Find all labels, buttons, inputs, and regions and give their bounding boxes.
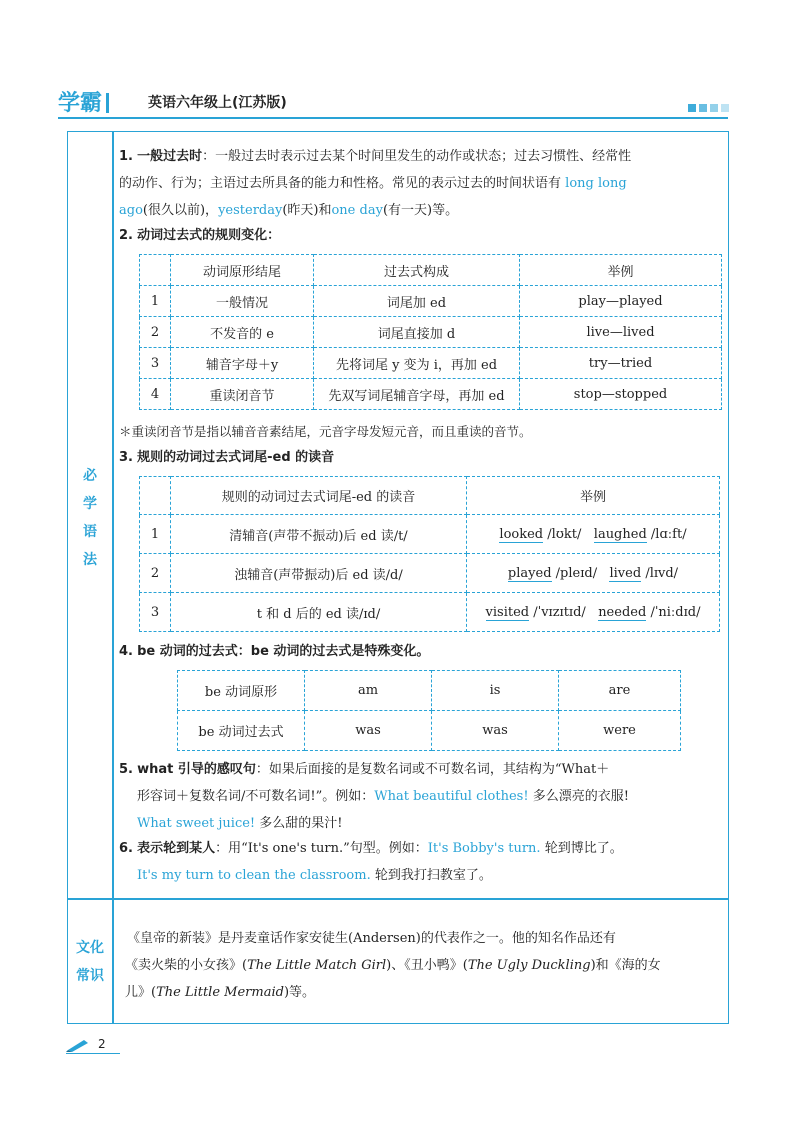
table-row: 3 t 和 d 后的 ed 读/ɪd/ visited /ˈvɪzɪtɪd/ needed /ˈniːdɪd/ xyxy=(140,593,720,632)
culture-section-label: 文化 常识 xyxy=(76,940,104,984)
grammar-point-3: 3. 规则的动词过去式词尾-ed 的读音 xyxy=(119,450,335,465)
grammar-point-5: 5. what 引导的感叹句：如果后面接的是复数名词或不可数名词，其结构为“What＋ 形容词＋复数名词/不可数名词!”。例如：What beautiful clothes! 多么漂亮的衣服! What sweet juice! 多么甜的果汁! xyxy=(119,762,629,831)
be-verb-table xyxy=(177,670,681,751)
table-row: 1 清辅音(声带不振动)后 ed 读/t/ looked /lʊkt/ laughed /lɑːft/ xyxy=(140,515,720,554)
book-title: 英语六年级上(江苏版) xyxy=(148,95,287,111)
table-header-row: 规则的动词过去式词尾-ed 的读音 举例 xyxy=(140,477,720,515)
grammar-point-4: 4. be 动词的过去式：be 动词的过去式是特殊变化。 xyxy=(119,644,430,659)
table-row: 1 一般情况 词尾加 ed play—played xyxy=(140,286,722,317)
frame-column-divider xyxy=(112,131,114,1024)
frame-section-divider xyxy=(67,898,729,900)
logo-bar xyxy=(106,93,109,113)
table-row: 4 重读闭音节 先双写词尾辅音字母，再加 ed stop—stopped xyxy=(140,379,722,410)
regular-past-tense-table xyxy=(139,254,722,410)
culture-paragraph: 《皇帝的新装》是丹麦童话作家安徒生(Andersen)的代表作之一。他的知名作品还有 《卖火柴的小女孩》(The Little Match Girl)、《丑小鸭》(The Ugly Duckling)和《海的女 儿》(The Little Mermaid)等。 xyxy=(125,931,661,1000)
ed-pronunciation-table xyxy=(139,476,720,632)
footer-line xyxy=(66,1053,120,1054)
header-divider xyxy=(58,117,728,119)
table-header-row: 动词原形结尾 过去式构成 举例 xyxy=(140,255,722,286)
grammar-point-2: 2. 动词过去式的规则变化： xyxy=(119,228,281,243)
brand-logo: 学霸 xyxy=(58,86,109,117)
table-row: be 动词原形 am is are xyxy=(178,671,681,711)
stressed-syllable-note: ＊重读闭音节是指以辅音音素结尾，元音字母发短元音，而且重读的音节。 xyxy=(119,424,532,439)
table-row: 2 不发音的 e 词尾直接加 d live—lived xyxy=(140,317,722,348)
table-row: 3 辅音字母＋y 先将词尾 y 变为 i，再加 ed try—tried xyxy=(140,348,722,379)
page-number: 2 xyxy=(98,1037,106,1051)
grammar-section-label: 必 学 语 法 xyxy=(83,468,97,568)
header-dots xyxy=(688,97,732,116)
table-row: be 动词过去式 was was were xyxy=(178,711,681,751)
grammar-point-1: 1. 一般过去时：一般过去时表示过去某个时间里发生的动作或状态；过去习惯性、经常性 的动作、行为；主语过去所具备的能力和性格。常见的表示过去的时间状语有 long long ago(很久以前)，yesterday(昨天)和one day(有一天)等。 xyxy=(119,149,632,218)
table-row: 2 浊辅音(声带振动)后 ed 读/d/ played /pleɪd/ lived /lɪvd/ xyxy=(140,554,720,593)
grammar-point-6: 6. 表示轮到某人：用“It's one's turn.”句型。例如：It's Bobby's turn. 轮到博比了。 It's my turn to clean the classroom. 轮到我打扫教室了。 xyxy=(119,841,623,883)
